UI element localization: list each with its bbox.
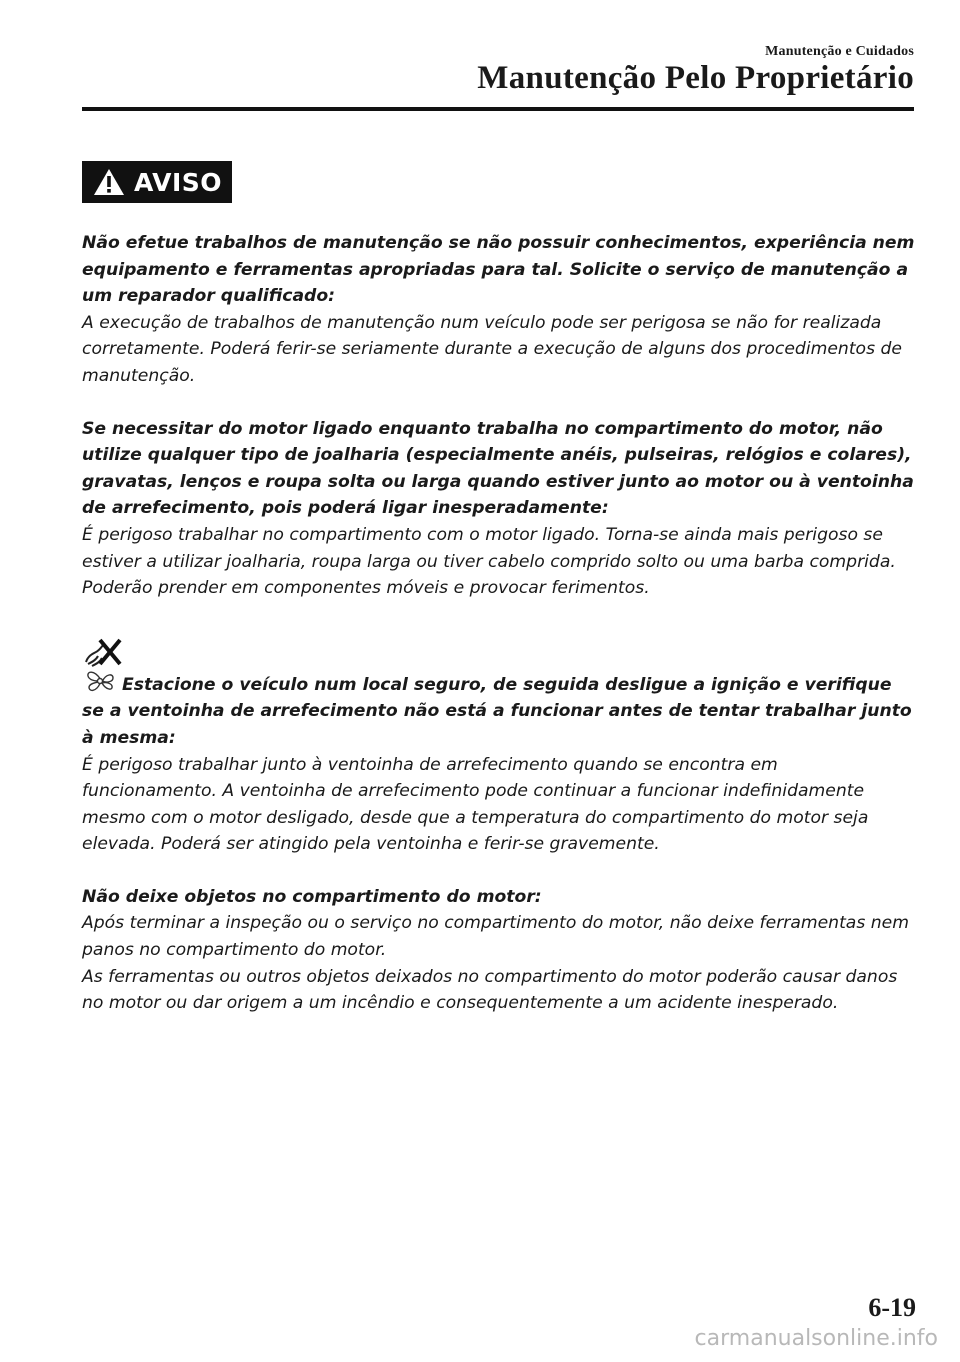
warning-body-1a: A execução de trabalhos de manutenção num veículo pode ser perigosa se não for realizada corretamente. Poderá ferir-se seriamente durante a execução de alguns dos procedimentos de manutenção. xyxy=(82,312,902,386)
header-section: Manutenção e Cuidados xyxy=(765,44,914,59)
warning-body-4b: As ferramentas ou outros objetos deixados no compartimento do motor poderão causar danos no motor ou dar origem a um incêndio e consequentemente a um acidente inesperado. xyxy=(82,966,898,1014)
warning-content xyxy=(82,230,918,1017)
warning-body-4a: Após terminar a inspeção ou o serviço no compartimento do motor, não deixe ferramentas nem panos no compartimento do motor. xyxy=(82,913,909,961)
warning-body-2a: É perigoso trabalhar no compartimento com o motor ligado. Torna-se ainda mais perigoso se estiver a utilizar joalharia, roupa larga ou tiver cabelo comprido solto ou uma barba comprida. xyxy=(82,524,896,572)
no-hand-near-fan-icon xyxy=(82,636,124,668)
warning-badge xyxy=(82,161,232,203)
warning-triangle-icon xyxy=(92,167,126,197)
warning-heading-4: Não deixe objetos no compartimento do motor: xyxy=(82,886,542,907)
warning-heading-2: Se necessitar do motor ligado enquanto trabalha no compartimento do motor, não utilize qualquer tipo de joalharia (especialmente anéis, pulseiras, relógios e colares), gravatas, lenços e roupa solta ou larga quando estiver junto ao motor ou à ventoinha de arrefecimento, pois poderá ligar inesperadamente: xyxy=(82,418,914,519)
warning-heading-1: Não efetue trabalhos de manutenção se não possuir conhecimentos, experiência nem equipamento e ferramentas apropriadas para tal. Solicite o serviço de manutenção a um reparador qualificado: xyxy=(82,233,915,307)
fan-icon xyxy=(82,668,118,694)
warning-heading-3-line xyxy=(82,668,918,752)
page-number: 6-19 xyxy=(868,1293,916,1322)
no-hands-fan-icon-row xyxy=(82,636,918,668)
warning-heading-3: Estacione o veículo num local seguro, de seguida desligue a ignição e verifique se a ventoinha de arrefecimento não está a funcionar antes de tentar trabalhar junto à mesma: xyxy=(82,674,912,748)
warning-body-3a: É perigoso trabalhar junto à ventoinha de arrefecimento quando se encontra em funcionamento. A ventoinha de arrefecimento pode continuar a funcionar indefinidamente mesmo com o motor desligado, desde que a temperatura do compartimento do motor seja elevada. Poderá ser atingido pela ventoinha e ferir-se gravemente. xyxy=(82,754,869,855)
watermark: carmanualsonline.info xyxy=(694,1326,938,1351)
warning-label: AVISO xyxy=(134,167,223,197)
warning-body-2b: Poderão prender em componentes móveis e provocar ferimentos. xyxy=(82,578,650,599)
header-rule xyxy=(82,107,914,111)
page-title: Manutenção Pelo Proprietário xyxy=(477,60,914,96)
